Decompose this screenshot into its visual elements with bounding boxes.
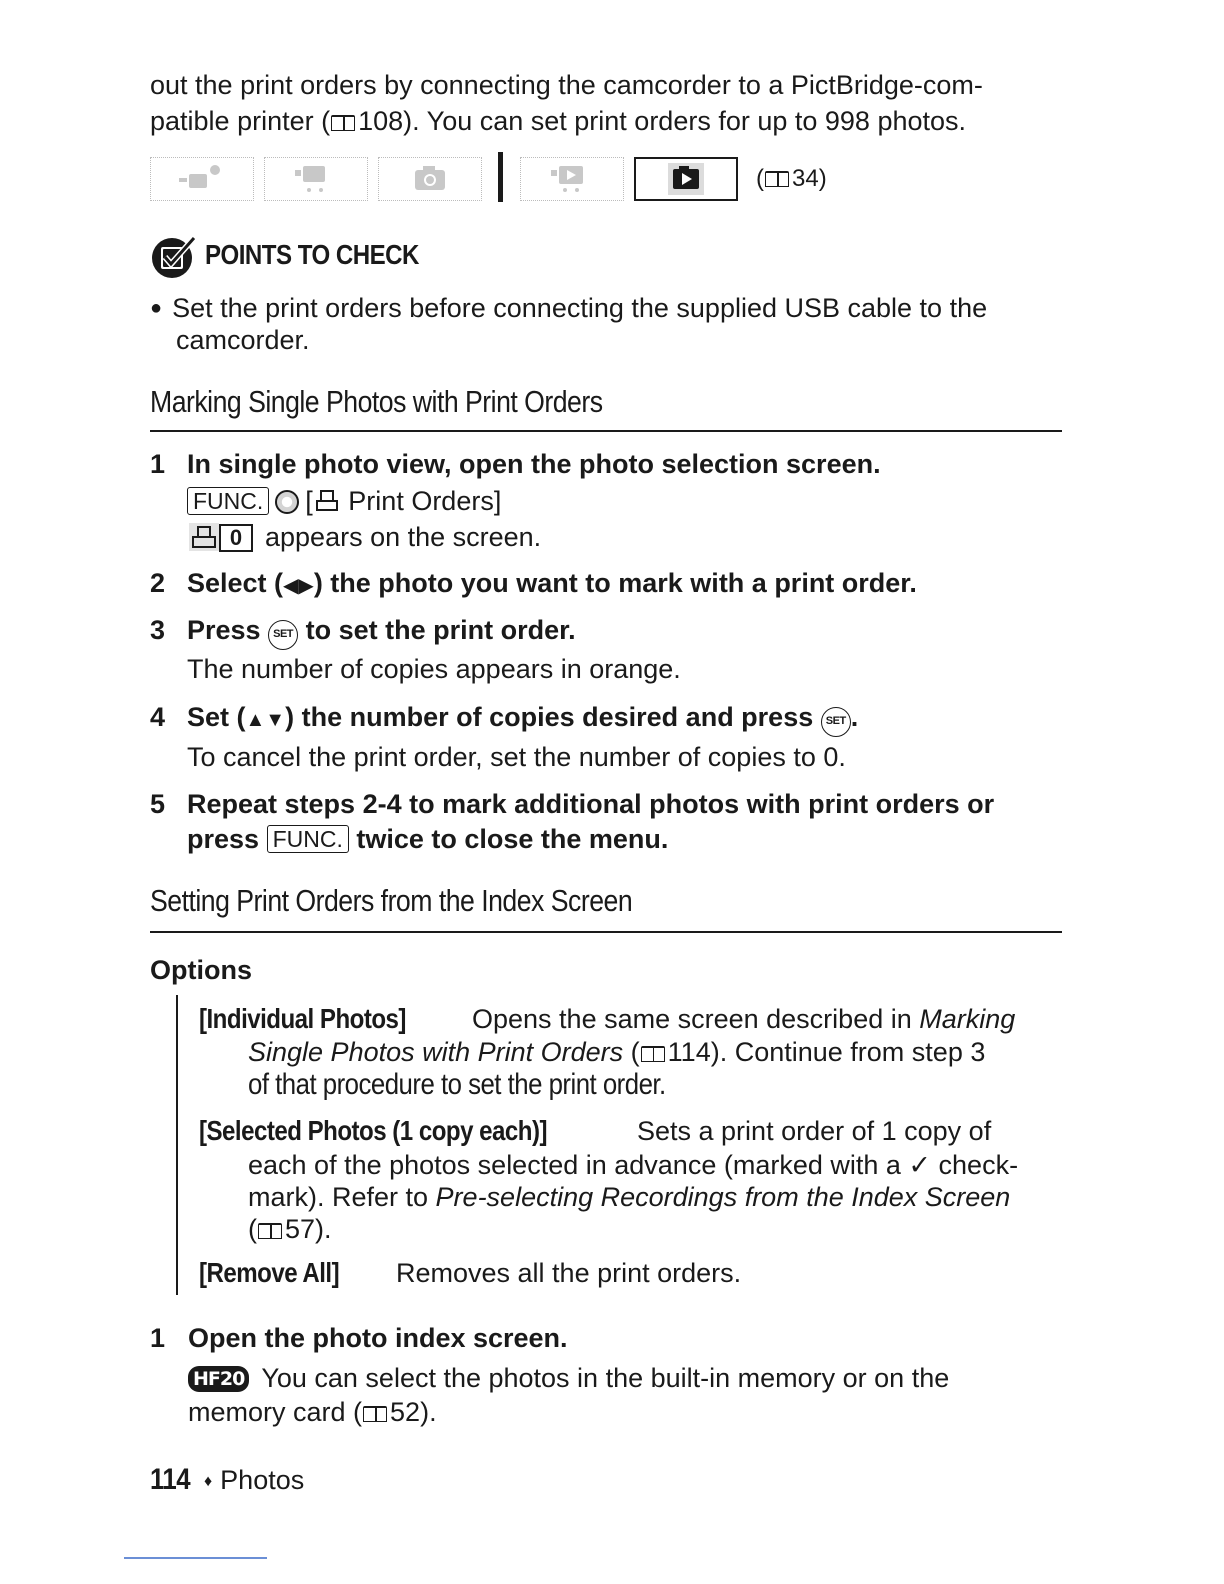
step-5-line-2 [187, 822, 668, 856]
step-2 [150, 566, 917, 600]
menu-bracket: [ [305, 486, 313, 516]
intro-line-2-pre: patible printer ( [150, 106, 331, 136]
option-desc-post: check- [931, 1150, 1019, 1180]
option-selected-desc-4 [248, 1212, 332, 1246]
step-number: 1 [150, 1323, 166, 1353]
option-desc-pre: ( [248, 1214, 257, 1244]
section-heading-index: Setting Print Orders from the Index Screen [150, 883, 633, 918]
step-4-pre: Set ( [187, 702, 246, 732]
option-desc-italic: Single Photos with Print Orders [248, 1037, 624, 1067]
option-selected-desc-3 [248, 1180, 1010, 1214]
photo-playback-mode-glyph [636, 159, 736, 199]
func-button[interactable]: FUNC. [187, 487, 269, 515]
video-playback-mode-glyph [521, 158, 621, 198]
section-heading-marking: Marking Single Photos with Print Orders [150, 384, 603, 419]
index-step-1-text: Open the photo index screen. [188, 1323, 568, 1353]
intro-line-1-text: out the print orders by connecting the camcorder to a PictBridge-com- [150, 70, 983, 100]
points-bullet [150, 291, 987, 325]
footer-bullet: ♦ [204, 1473, 213, 1490]
step-3 [150, 613, 576, 647]
step-2-pre: Select ( [187, 568, 284, 598]
book-icon [641, 1046, 665, 1062]
copies-counter: 0 [219, 524, 253, 552]
dual-shot-mode-glyph [151, 158, 251, 198]
checkmark-icon: ✓ [908, 1150, 932, 1180]
intro-line-1 [150, 68, 983, 102]
option-individual-desc-2 [248, 1035, 985, 1069]
model-badge: HF20 [188, 1366, 249, 1392]
book-icon [258, 1223, 282, 1239]
option-desc-pre: each of the photos selected in advance (marked with a [248, 1150, 909, 1180]
detail-pre: memory card ( [188, 1397, 363, 1427]
up-down-arrows-icon: ▲▼ [245, 709, 286, 731]
footer-section: Photos [220, 1465, 305, 1495]
photo-playback-mode-icon [634, 157, 738, 201]
option-desc-italic: Pre-selecting Recordings from the Index Screen [435, 1182, 1011, 1212]
page-ref-link[interactable]: 114 [667, 1037, 711, 1067]
option-desc-post: ). Continue from step 3 [710, 1037, 986, 1067]
points-to-check-icon [150, 232, 202, 285]
section-rule [150, 931, 1062, 933]
step-5-pre: press [187, 824, 267, 854]
options-heading: Options [150, 955, 252, 985]
step-5 [150, 787, 995, 821]
option-desc: Sets a print order of 1 copy of [637, 1116, 992, 1146]
step-4-detail: To cancel the print order, set the number of copies to 0. [187, 742, 846, 772]
index-step-1 [150, 1321, 568, 1355]
section-rule [150, 430, 1062, 432]
step-3-pre: Press [187, 615, 269, 645]
set-button-icon[interactable]: SET [821, 707, 851, 737]
step-1 [150, 447, 881, 481]
photo-mode-glyph [379, 158, 479, 198]
checkmark-badge-icon [150, 232, 202, 280]
mode-separator [498, 152, 503, 202]
page-footer [150, 1463, 304, 1499]
options-bar [176, 995, 178, 1295]
step-4-mid: ) the number of copies desired and press [285, 702, 821, 732]
menu-print-orders[interactable]: Print Orders] [340, 486, 502, 516]
page-ref-link[interactable]: 57 [285, 1214, 316, 1244]
step-number: 3 [150, 615, 166, 645]
step-3-text [187, 613, 576, 650]
intro-line-2 [150, 104, 966, 138]
step-5-line-1: Repeat steps 2-4 to mark additional photos with print orders or [187, 789, 995, 819]
bullet-dot: ● [150, 297, 163, 319]
step-4-post: . [850, 702, 859, 732]
index-step-1-detail-text: You can select the photos in the built-in memory or on the [261, 1363, 950, 1393]
left-right-arrows-icon: ◀▶ [283, 575, 314, 597]
page-ref-link[interactable]: 108 [358, 106, 404, 136]
step-number: 5 [150, 789, 166, 819]
index-step-1-detail-2 [188, 1395, 437, 1429]
option-label: [Remove All] [199, 1257, 340, 1288]
option-selected-desc-2 [248, 1148, 1018, 1182]
mode-ref-link[interactable]: 34 [792, 165, 819, 192]
step-1-detail [189, 520, 541, 554]
book-icon [363, 1406, 387, 1422]
step-number: 4 [150, 702, 166, 732]
option-desc-pre: ( [623, 1037, 640, 1067]
video-mode-glyph [265, 158, 365, 198]
joystick-icon [275, 490, 299, 514]
page-number: 114 [150, 1463, 191, 1496]
step-4 [150, 700, 859, 734]
index-step-1-detail-1 [188, 1361, 949, 1395]
option-desc: Opens the same screen described in [472, 1004, 920, 1034]
func-button[interactable]: FUNC. [267, 825, 349, 853]
mode-ref: ( 34) [756, 165, 827, 192]
intro-line-2-post: ). You can set print orders for up to 998 photos. [403, 106, 967, 136]
photo-mode-icon [378, 157, 482, 201]
step-5-post: twice to close the menu. [348, 824, 669, 854]
book-icon [765, 171, 789, 187]
points-bullet-line-1: Set the print orders before connecting the supplied USB cable to the [172, 293, 988, 323]
book-icon [331, 115, 355, 131]
step-1-text: In single photo view, open the photo selection screen. [187, 449, 881, 479]
step-1-detail-text: appears on the screen. [265, 522, 542, 552]
page-ref-link[interactable]: 52 [390, 1397, 421, 1427]
option-remove-all [199, 1256, 741, 1290]
option-label: [Selected Photos (1 copy each)] [199, 1115, 547, 1146]
step-4-text [187, 700, 858, 737]
video-mode-icon [264, 157, 368, 201]
dual-shot-mode-icon [150, 157, 254, 201]
detail-post: ). [420, 1397, 437, 1427]
points-to-check-title: POINTS TO CHECK [205, 239, 419, 270]
step-number: 2 [150, 568, 166, 598]
option-desc-post: ). [315, 1214, 332, 1244]
step-2-text [187, 566, 917, 603]
points-bullet-line-2: camcorder. [176, 325, 310, 355]
option-individual-photos [199, 1002, 1015, 1036]
step-2-post: ) the photo you want to mark with a print order. [313, 568, 917, 598]
set-button-icon[interactable]: SET [268, 620, 298, 650]
step-3-post: to set the print order. [298, 615, 576, 645]
option-label: [Individual Photos] [199, 1003, 406, 1034]
print-order-status-icon [189, 523, 219, 551]
print-order-icon [316, 489, 338, 513]
step-number: 1 [150, 449, 166, 479]
option-individual-desc-3: of that procedure to set the print order. [248, 1068, 666, 1101]
step-1-operation [187, 484, 501, 518]
option-desc-italic: Marking [919, 1004, 1016, 1034]
option-desc: Removes all the print orders. [396, 1258, 742, 1288]
option-selected-photos [199, 1114, 991, 1148]
step-3-detail: The number of copies appears in orange. [187, 654, 681, 684]
option-desc-pre: mark). Refer to [248, 1182, 436, 1212]
video-playback-mode-icon [520, 157, 624, 201]
bottom-accent-line [124, 1557, 267, 1559]
